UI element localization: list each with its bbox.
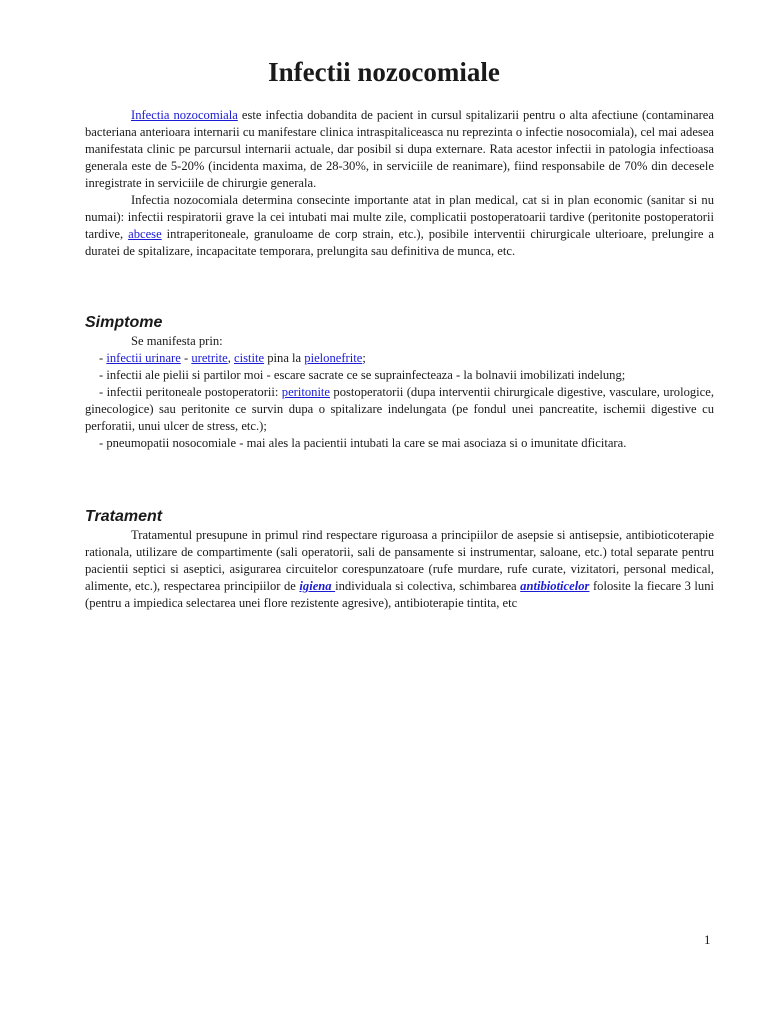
intro-paragraph-1-text: este infectia dobandita de pacient in cursul spitalizarii pentru o alta afectiune (contaminarea bacteriana anterioara internarii cu manifestare clinica intraspitaliceasca nu reprezinta o infectie nosocomiala), cel mai adesea manifestata clinic pe parcursul internarii actuale, dar posibil si dupa externare. Rata acestor infectii in patologia infectioasa generala este de 5-20% (incidenta maxima, de 28-30%, in serviciile de reanimare), fiind responsabile de 70% din decesele inregistrate in serviciile de chirurgie generala. [85,108,714,190]
tratament-text-before: Tratamentul presupune in primul rind respectare riguroasa a principiilor de asepsie si antisepsie, antibioticoterapie rationala, utilizare de compartimente (sali operatorii, sali de pansamente si instrumentar, saloane, etc.) total separate pentru pacientii septici si aseptici, asigurarea circuitelor corespunzatoare (rufe murdare, rufe curate, vizitatori, personal medical, alimente, etc.), respectarea principiilor de [85,528,714,593]
separator: , [227,351,234,365]
simptome-item-3 [85,384,714,435]
intro-paragraph-1 [85,107,714,192]
page-title: Infectii nozocomiale [268,57,500,87]
separator: pina la [264,351,305,365]
simptome-section [85,333,714,452]
tratament-heading: Tratament [85,508,163,525]
intro-paragraph-2 [85,192,714,260]
simptome-item-3-after: postoperatorii (dupa interventii chirurgicale digestive, vasculare, urologice, ginecologice) sau peritonite ce survin dupa o spitalizare indelungata (pe fondul unei pancreatite, ischemii digestive cu perforatii, unui ulcer de stress, etc.); [85,385,714,433]
item-end: ; [362,351,366,365]
intro-section [85,107,714,260]
tratament-text-after: folosite la fiecare 3 luni (pentru a impiedica selectarea unei flore rezistente agresive), antibioterapie tintita, etc [85,579,714,610]
link-infectia-nozocomiala[interactable]: Infectia nozocomiala [131,108,238,122]
simptome-item-1 [85,350,714,367]
intro-paragraph-2-text-before: Infectia nozocomiala determina consecinte importante atat in plan medical, cat si in plan economic (sanitar si nu numai): infectii respiratorii grave la cei intubati mai multe zile, complicatii postoperatoarii tardive (peritonite postoperatorii tardive, [85,193,714,241]
link-peritonite[interactable]: peritonite [281,385,331,399]
simptome-intro: Se manifesta prin: [131,334,223,348]
intro-paragraph-2-text-after: intraperitoneale, granuloame de corp strain, etc.), posibile interventii chirurgicale ulterioare, prelungire a duratei de spitalizare, incapacitate temporara, prelungita sau definitiva de munca, etc. [85,227,714,258]
tratament-paragraph [85,527,714,612]
tratament-text-middle: individuala si colectiva, schimbarea [335,579,521,593]
simptome-item-2: - infectii ale pielii si partilor moi - escare sacrate ce se suprainfecteaza - la bolnavii imobilizati indelung; [99,368,626,382]
simptome-item-4: - pneumopatii nosocomiale - mai ales la pacientii intubati la care se mai asociaza si o imunitate dficitara. [99,436,627,450]
separator: - [180,351,192,365]
list-dash: - [99,351,107,365]
tratament-section [85,527,714,612]
simptome-heading: Simptome [85,314,163,331]
link-antibioticelor[interactable]: antibioticelor [520,579,590,593]
link-abcese[interactable]: abcese [128,227,162,241]
simptome-item-3-before: - infectii peritoneale postoperatorii: [99,385,282,399]
page-number: 1 [704,932,711,947]
link-cistite[interactable]: cistite [234,351,265,365]
link-igiena[interactable]: igiena [299,579,336,593]
link-pielonefrite[interactable]: pielonefrite [304,351,363,365]
link-infectii-urinare[interactable]: infectii urinare [106,351,181,365]
link-uretrite[interactable]: uretrite [191,351,228,365]
